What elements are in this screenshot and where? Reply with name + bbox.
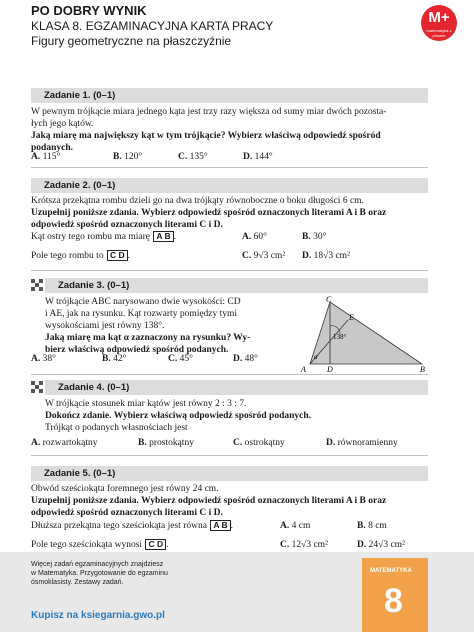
task-5-header xyxy=(31,466,428,481)
task-1-option-b[interactable]: B. 120° xyxy=(113,152,143,162)
task-3-question-2: bierz właściwą odpowiedź spośród podanych. xyxy=(45,345,229,355)
task-3-text-2: i AE, jak na rysunku. Kąt rozwarty pomiędzy tymi xyxy=(45,309,238,319)
task-5-text: Obwód sześciokąta foremnego jest równy 24 cm. xyxy=(31,484,219,494)
task-2-answer-box-ab[interactable]: A B xyxy=(153,231,173,242)
task-3-text-3: wysokościami jest równy 138°. xyxy=(45,321,165,331)
task-4-option-d[interactable]: D. równoramienny xyxy=(326,438,398,448)
task-1-question-2: podanych. xyxy=(31,143,73,153)
promo-text: Więcej zadań egzaminacyjnych znajdziesz w Matematyka. Przygotowanie do egzaminu ósmoklasisty. Zestawy zadań. xyxy=(31,561,168,586)
header-title: PO DOBRY WYNIK xyxy=(31,3,147,18)
task-4-option-b[interactable]: B. prostokątny xyxy=(138,438,194,448)
task-1-option-d[interactable]: D. 144° xyxy=(243,152,273,162)
task-5-option-d[interactable]: D. 24√3 cm² xyxy=(357,540,405,550)
brand-logo xyxy=(421,5,457,41)
task-2-question-1: Uzupełnij poniższe zdania. Wybierz odpowiedź spośród oznaczonych literami A i B oraz xyxy=(31,208,387,218)
angle-label: 138° xyxy=(333,333,347,341)
vertex-c: C xyxy=(326,296,332,304)
task-5-sentence-1: Dłuższa przekątna tego sześciokąta jest równa A B . xyxy=(31,520,234,531)
task-4-question: Dokończ zdanie. Wybierz właściwą odpowiedź spośród podanych. xyxy=(45,411,312,421)
divider xyxy=(31,374,428,375)
task-5-question-1: Uzupełnij poniższe zdania. Wybierz odpowiedź spośród oznaczonych literami A i B oraz xyxy=(31,496,387,506)
task-5-question-2: odpowiedź spośród oznaczonych literami C i D. xyxy=(31,508,223,518)
task-4-option-a[interactable]: A. rozwartokątny xyxy=(31,438,98,448)
worksheet-header xyxy=(31,3,273,49)
header-topic: Figury geometryczne na płaszczyźnie xyxy=(31,34,232,48)
divider xyxy=(31,270,428,271)
task-4-header xyxy=(45,380,428,395)
task-4-option-c[interactable]: C. ostrokątny xyxy=(233,438,285,448)
task-5-option-b[interactable]: B. 8 cm xyxy=(357,521,387,531)
header-subtitle: KLASA 8. EGZAMINACYJNA KARTA PRACY xyxy=(31,19,274,33)
task-1-question-1: Jaką miarę ma największy kąt w tym trójkącie? Wybierz właściwą odpowiedź spośród xyxy=(31,131,381,141)
task-3-option-a[interactable]: A. 38° xyxy=(31,354,56,364)
task-3-label: Zadanie 3. (0–1) xyxy=(58,280,130,291)
puzzle-icon xyxy=(31,381,43,393)
task-2-label: Zadanie 2. (0–1) xyxy=(44,180,116,191)
point-e: E xyxy=(349,313,354,322)
vertex-b: B xyxy=(420,365,425,374)
task-5-answer-box-ab[interactable]: A B xyxy=(210,520,230,531)
task-2-option-a[interactable]: A. 60° xyxy=(242,232,267,242)
task-4-text: W trójkącie stosunek miar kątów jest równy 2 : 3 : 7. xyxy=(45,399,247,409)
task-2-option-d[interactable]: D. 18√3 cm² xyxy=(302,251,350,261)
task-3-option-d[interactable]: D. 48° xyxy=(233,354,258,364)
task-5-option-a[interactable]: A. 4 cm xyxy=(280,521,311,531)
task-2-option-b[interactable]: B. 30° xyxy=(302,232,327,242)
book-cover-image xyxy=(362,558,428,632)
divider xyxy=(31,455,428,456)
task-1-option-c[interactable]: C. 135° xyxy=(178,152,208,162)
triangle-figure xyxy=(300,296,430,374)
alpha-label: α xyxy=(314,353,318,361)
task-1-text-2: łych jego kątów. xyxy=(31,119,94,129)
book-number: 8 xyxy=(384,582,403,620)
task-4-sentence: Trójkąt o podanych własnościach jest xyxy=(45,423,188,433)
task-4-label: Zadanie 4. (0–1) xyxy=(58,382,130,393)
task-2-answer-box-cd[interactable]: C D xyxy=(107,250,128,261)
book-title: MATEMATYKA xyxy=(370,568,412,574)
task-3-question-1: Jaką miarę ma kąt α zaznaczony na rysunku? Wy- xyxy=(45,333,251,343)
triangle-abc xyxy=(310,302,422,364)
task-1-header xyxy=(31,88,428,103)
task-1-label: Zadanie 1. (0–1) xyxy=(44,90,116,101)
task-2-sentence-1: Kąt ostry tego rombu ma miarę A B . xyxy=(31,231,177,242)
logo-mark: M+ xyxy=(428,9,450,26)
task-2-option-c[interactable]: C. 9√3 cm² xyxy=(242,251,286,261)
task-5-answer-box-cd[interactable]: C D xyxy=(145,539,166,550)
task-1-text-1: W pewnym trójkącie miara jednego kąta jest trzy razy większa od sumy miar dwóch pozosta- xyxy=(31,107,387,117)
logo-subtitle: matematyka z plusem xyxy=(426,28,452,38)
task-2-text: Krótsza przekątna rombu dzieli go na dwa trójkąty równoboczne o boku długości 6 cm. xyxy=(31,196,364,206)
task-5-option-c[interactable]: C. 12√3 cm² xyxy=(280,540,328,550)
task-5-label: Zadanie 5. (0–1) xyxy=(44,468,116,479)
divider xyxy=(31,167,428,168)
puzzle-icon xyxy=(31,279,43,291)
task-3-header xyxy=(45,278,428,293)
task-3-option-b[interactable]: B. 42° xyxy=(102,354,127,364)
task-5-sentence-2: Pole tego sześciokąta wynosi C D . xyxy=(31,539,169,550)
bookstore-link[interactable]: Kupisz na ksiegarnia.gwo.pl xyxy=(31,610,165,621)
task-1-option-a[interactable]: A. 115° xyxy=(31,152,61,162)
task-2-question-2: odpowiedź spośród oznaczonych literami C i D. xyxy=(31,220,223,230)
task-3-option-c[interactable]: C. 45° xyxy=(168,354,193,364)
vertex-a: A xyxy=(301,365,306,374)
task-2-header xyxy=(31,178,428,193)
point-d: D xyxy=(327,365,333,374)
task-2-sentence-2: Pole tego rombu to C D . xyxy=(31,250,130,261)
task-3-text-1: W trójkącie ABC narysowano dwie wysokości: CD xyxy=(45,297,241,307)
